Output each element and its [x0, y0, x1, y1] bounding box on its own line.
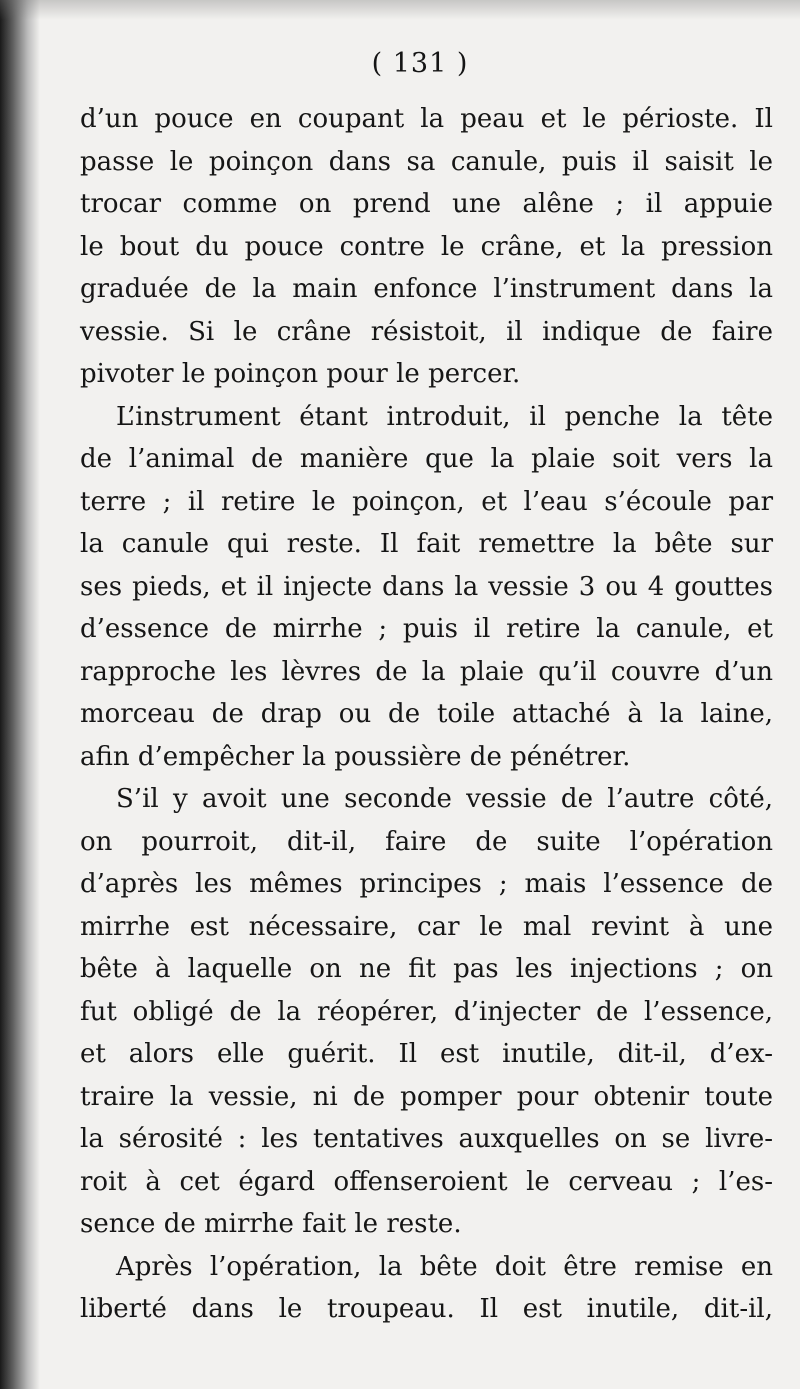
- page-gutter-shadow: [0, 0, 40, 1389]
- page-top-shadow: [0, 0, 800, 20]
- text-line: d’après les mêmes principes ; mais l’essence de: [80, 869, 773, 899]
- text-line: liberté dans le troupeau. Il est inutile, dit-il,: [80, 1294, 773, 1324]
- text-line: S’il y avoit une seconde vessie de l’autre côté,: [116, 784, 773, 814]
- text-line: fut obligé de la réopérer, d’injecter de l’essence,: [80, 996, 773, 1027]
- text-line: pivoter le poinçon pour le percer.: [80, 359, 521, 389]
- text-line: la sérosité : les tentatives auxquelles on se livre-: [80, 1124, 773, 1154]
- body-text: [80, 98, 773, 1331]
- text-line: Après l’opération, la bête doit être remise en: [116, 1251, 773, 1282]
- text-line: mirrhe est nécessaire, car le mal revint à une: [80, 911, 773, 942]
- text-line: vessie. Si le crâne résistoit, il indique de faire: [80, 316, 773, 347]
- text-line: de l’animal de manière que la plaie soit vers la: [80, 444, 773, 474]
- text-line: trocar comme on prend une alêne ; il appuie: [80, 189, 773, 219]
- text-line: afin d’empêcher la poussière de pénétrer.: [80, 741, 631, 772]
- text-line: passe le poinçon dans sa canule, puis il saisit le: [80, 146, 773, 177]
- text-line: rapproche les lèvres de la plaie qu’il couvre d’un: [80, 656, 773, 687]
- text-line: terre ; il retire le poinçon, et l’eau s’écoule par: [80, 486, 773, 517]
- text-line: on pourroit, dit-il, faire de suite l’opération: [80, 826, 773, 857]
- text-line: roit à cet égard offenseroient le cerveau ; l’es-: [80, 1166, 773, 1197]
- text-line: d’un pouce en coupant la peau et le périoste. Il: [80, 104, 773, 134]
- text-line: le bout du pouce contre le crâne, et la pression: [80, 231, 773, 262]
- text-line: bête à laquelle on ne fit pas les injections ; on: [80, 954, 773, 984]
- text-line: graduée de la main enfonce l’instrument dans la: [80, 274, 773, 304]
- text-line: d’essence de mirrhe ; puis il retire la canule, et: [80, 614, 773, 644]
- page-number: ( 131 ): [371, 48, 469, 79]
- text-line: la canule qui reste. Il fait remettre la bête sur: [80, 529, 773, 559]
- text-line: et alors elle guérit. Il est inutile, dit-il, d’ex-: [80, 1039, 773, 1069]
- text-line: morceau de drap ou de toile attaché à la laine,: [80, 699, 773, 729]
- text-line: sence de mirrhe fait le reste.: [80, 1209, 462, 1239]
- text-line: L’instrument étant introduit, il penche la tête: [116, 401, 773, 432]
- text-line: traire la vessie, ni de pomper pour obtenir toute: [80, 1081, 773, 1112]
- text-line: ses pieds, et il injecte dans la vessie 3 ou 4 gouttes: [80, 571, 773, 602]
